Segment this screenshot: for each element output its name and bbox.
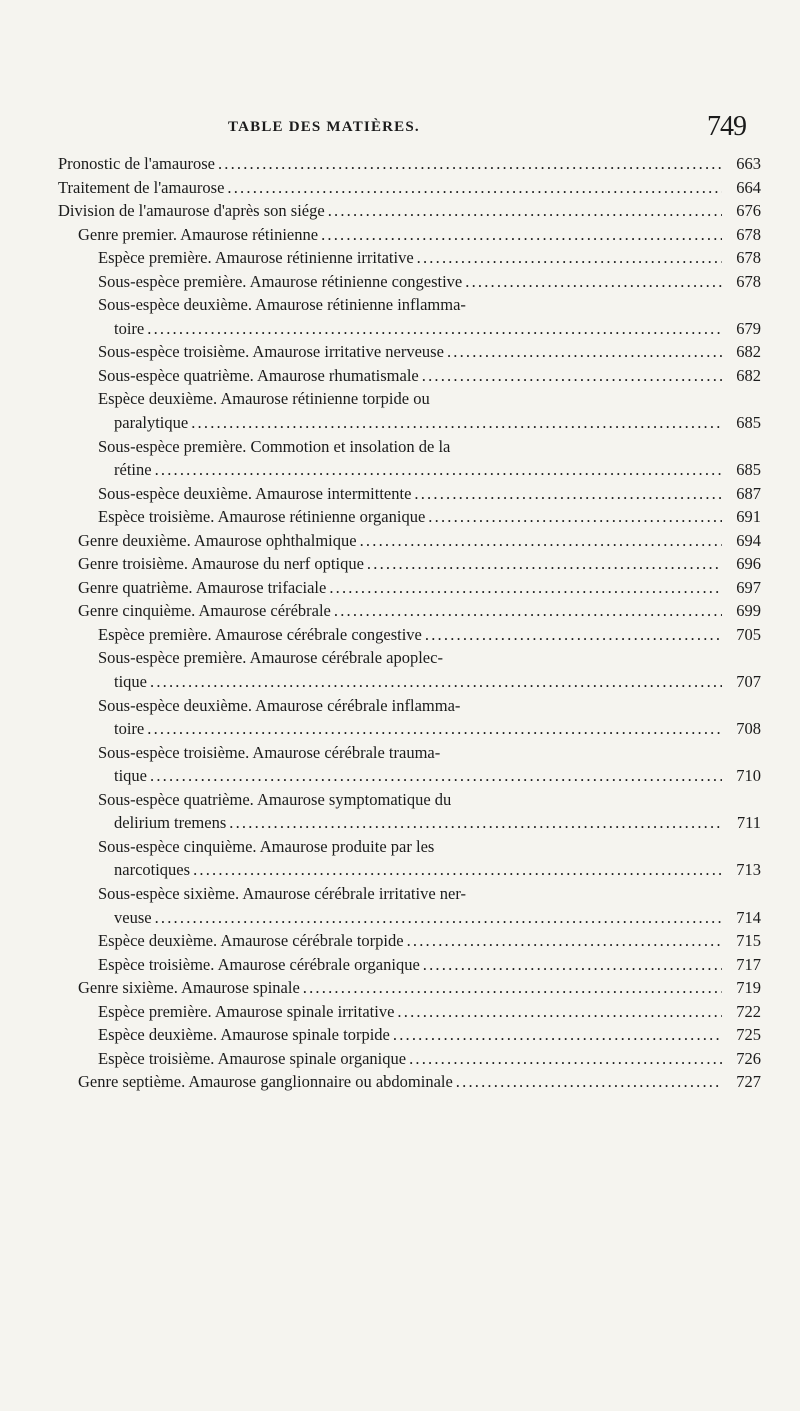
toc-entry-page: 725 [736, 1025, 761, 1045]
dot-leader [303, 976, 722, 1000]
toc-entry-page: 696 [736, 554, 761, 574]
dot-leader [407, 929, 722, 953]
toc-entry-line [98, 1023, 761, 1047]
toc-entry-text: narcotiques [114, 860, 191, 880]
toc-entry [58, 623, 761, 647]
toc-entry-text: Genre premier. Amaurose rétinienne [78, 224, 319, 244]
toc-entry-page: 679 [736, 318, 761, 338]
toc-entry-page: 705 [736, 624, 761, 644]
toc-entry [58, 1047, 761, 1071]
dot-leader [397, 1000, 722, 1024]
toc-entry-line [78, 223, 761, 247]
dot-leader [150, 670, 722, 694]
toc-entry-line [78, 552, 761, 576]
dot-leader [409, 1047, 722, 1071]
toc-entry [58, 835, 761, 882]
toc-entry-line [78, 1070, 761, 1094]
toc-entry [58, 505, 761, 529]
dot-leader [428, 505, 722, 529]
toc-entry-text: toire [114, 318, 145, 338]
toc-entry-line [78, 599, 761, 623]
toc-entry-page: 717 [736, 954, 761, 974]
toc-entry-page: 694 [736, 530, 761, 550]
toc-entry-page: 664 [736, 177, 761, 197]
toc-entry-text: Pronostic de l'amaurose [58, 154, 215, 173]
toc-entry-line [98, 717, 761, 741]
toc-entry-line [98, 364, 761, 388]
toc-entry-line [98, 270, 761, 294]
toc-entry-text: Genre sixième. Amaurose spinale [78, 978, 300, 998]
dot-leader [465, 270, 722, 294]
toc-entry-text: Sous-espèce première. Amaurose rétinienne congestive [98, 271, 463, 291]
toc-entry-text: Genre quatrième. Amaurose trifaciale [78, 577, 327, 597]
toc-entry [58, 387, 761, 434]
toc-entry-text: tique [114, 766, 147, 786]
dot-leader [329, 576, 722, 600]
toc-entry-text: toire [114, 719, 145, 739]
toc-entry [58, 953, 761, 977]
dot-leader [155, 906, 722, 930]
toc-entry-text: Espèce deuxième. Amaurose spinale torpide [98, 1025, 390, 1045]
toc-entry [58, 246, 761, 270]
toc-entry-text: Espèce troisième. Amaurose spinale organique [98, 1048, 407, 1068]
toc-entry-page: 710 [736, 766, 761, 786]
toc-entry-page: 697 [736, 577, 761, 597]
toc-entry [58, 293, 761, 340]
toc-entry-text: Sous-espèce première. Commotion et insolation de la [98, 436, 451, 456]
toc-entry-page: 713 [736, 860, 761, 880]
toc-entry-text: delirium tremens [114, 813, 227, 833]
toc-entry-page: 691 [736, 507, 761, 527]
toc-entry-line [98, 670, 761, 694]
toc-entry-line [98, 953, 761, 977]
dot-leader [328, 199, 722, 223]
toc-entry-line [98, 929, 761, 953]
toc-entry-text: Espèce première. Amaurose cérébrale congestive [98, 624, 422, 644]
toc-entry-line [78, 576, 761, 600]
toc-entry-text: Sous-espèce troisième. Amaurose cérébrale trauma- [98, 742, 441, 762]
toc-entry-text: Genre cinquième. Amaurose cérébrale [78, 601, 331, 621]
toc-entry-page: 682 [736, 342, 761, 362]
dot-leader [334, 599, 722, 623]
toc-entry-line [78, 529, 761, 553]
toc-entry-page: 711 [736, 813, 761, 833]
toc-entry-line [98, 317, 761, 341]
dot-leader [367, 552, 722, 576]
dot-leader [422, 364, 722, 388]
toc-entry-text: Genre troisième. Amaurose du nerf optique [78, 554, 364, 574]
toc-entry-line [98, 482, 761, 506]
toc-entry [58, 694, 761, 741]
toc-entry-text: Espèce deuxième. Amaurose cérébrale torpide [98, 931, 404, 951]
toc-entry-page: 676 [736, 201, 761, 221]
toc-entry-page: 707 [736, 672, 761, 692]
toc-entry-page: 715 [736, 931, 761, 951]
dot-leader [417, 246, 722, 270]
toc-entry-page: 727 [736, 1072, 761, 1092]
dot-leader [227, 176, 722, 200]
toc-entry [58, 482, 761, 506]
toc-entry [58, 929, 761, 953]
toc-entry-line [58, 176, 761, 200]
running-head-title: TABLE DES MATIÈRES. [228, 119, 420, 135]
dot-leader [414, 482, 722, 506]
table-of-contents [58, 152, 761, 1094]
toc-entry [58, 223, 761, 247]
toc-entry-page: 678 [736, 248, 761, 268]
dot-leader [229, 811, 722, 835]
toc-entry-line [98, 1047, 761, 1071]
dot-leader [423, 953, 722, 977]
toc-entry-page: 685 [736, 413, 761, 433]
toc-entry-text: Sous-espèce deuxième. Amaurose intermittente [98, 483, 412, 503]
toc-entry-line [98, 623, 761, 647]
toc-entry [58, 529, 761, 553]
toc-entry [58, 741, 761, 788]
toc-entry-text: Espèce deuxième. Amaurose rétinienne torpide ou [98, 389, 430, 409]
dot-leader [147, 717, 722, 741]
toc-entry-text: Sous-espèce quatrième. Amaurose rhumatismale [98, 365, 419, 385]
toc-entry-page: 726 [736, 1048, 761, 1068]
toc-entry-line [58, 152, 761, 176]
toc-entry-page: 714 [736, 907, 761, 927]
toc-entry [58, 435, 761, 482]
toc-entry-text: Espèce troisième. Amaurose rétinienne organique [98, 507, 426, 527]
toc-entry-line [58, 199, 761, 223]
toc-entry-text: Genre deuxième. Amaurose ophthalmique [78, 530, 357, 550]
toc-entry-text: Sous-espèce deuxième. Amaurose cérébrale inflamma- [98, 695, 461, 715]
dot-leader [218, 152, 722, 176]
toc-entry [58, 364, 761, 388]
dot-leader [155, 458, 722, 482]
toc-entry-page: 708 [736, 719, 761, 739]
toc-entry [58, 599, 761, 623]
toc-entry [58, 1070, 761, 1094]
toc-entry-line [98, 1000, 761, 1024]
toc-entry-line [98, 811, 761, 835]
toc-entry-text: Espèce première. Amaurose spinale irritative [98, 1001, 395, 1021]
toc-entry [58, 1023, 761, 1047]
toc-entry-text: Traitement de l'amaurose [58, 177, 225, 197]
dot-leader [456, 1070, 722, 1094]
toc-entry [58, 1000, 761, 1024]
toc-entry-page: 722 [736, 1001, 761, 1021]
toc-entry-text: Espèce troisième. Amaurose cérébrale organique [98, 954, 420, 974]
toc-entry-line [98, 411, 761, 435]
toc-entry-page: 719 [736, 978, 761, 998]
toc-entry-text: Sous-espèce première. Amaurose cérébrale apoplec- [98, 648, 443, 668]
running-head [0, 113, 800, 143]
toc-entry-text: Genre septième. Amaurose ganglionnaire ou abdominale [78, 1072, 453, 1092]
toc-entry-text: Espèce première. Amaurose rétinienne irritative [98, 248, 414, 268]
toc-entry-page: 687 [736, 483, 761, 503]
toc-entry-page: 682 [736, 365, 761, 385]
dot-leader [150, 764, 722, 788]
toc-entry-text: veuse [114, 907, 152, 927]
toc-entry-text: Division de l'amaurose d'après son siége [58, 201, 325, 221]
toc-entry-line [98, 505, 761, 529]
toc-entry-text: tique [114, 672, 147, 692]
toc-entry-page: 678 [736, 271, 761, 291]
toc-entry-page: 685 [736, 460, 761, 480]
toc-entry-line [98, 246, 761, 270]
toc-entry [58, 199, 761, 223]
toc-entry [58, 340, 761, 364]
dot-leader [191, 411, 722, 435]
toc-entry-line [78, 976, 761, 1000]
dot-leader [321, 223, 722, 247]
toc-entry-text: Sous-espèce troisième. Amaurose irritative nerveuse [98, 342, 444, 362]
toc-entry-line [98, 458, 761, 482]
dot-leader [447, 340, 722, 364]
toc-entry-line [98, 340, 761, 364]
toc-entry-page: 699 [736, 601, 761, 621]
toc-entry [58, 976, 761, 1000]
toc-entry [58, 176, 761, 200]
toc-entry-line [98, 764, 761, 788]
toc-entry [58, 646, 761, 693]
toc-entry-page: 663 [736, 154, 761, 173]
toc-entry-line [98, 906, 761, 930]
toc-entry-text: Sous-espèce quatrième. Amaurose symptomatique du [98, 789, 452, 809]
toc-entry-line [98, 858, 761, 882]
toc-entry-text: Sous-espèce deuxième. Amaurose rétinienne inflamma- [98, 295, 466, 315]
dot-leader [360, 529, 722, 553]
toc-entry-page: 678 [736, 224, 761, 244]
toc-entry [58, 788, 761, 835]
page-number: 749 [707, 111, 746, 142]
dot-leader [193, 858, 722, 882]
toc-entry-text: paralytique [114, 413, 189, 433]
toc-entry-text: Sous-espèce cinquième. Amaurose produite par les [98, 836, 435, 856]
dot-leader [425, 623, 722, 647]
toc-entry [58, 882, 761, 929]
toc-entry [58, 270, 761, 294]
toc-entry-text: Sous-espèce sixième. Amaurose cérébrale irritative ner- [98, 883, 467, 903]
toc-entry-text: rétine [114, 460, 152, 480]
dot-leader [393, 1023, 722, 1047]
toc-entry [58, 552, 761, 576]
toc-entry [58, 576, 761, 600]
dot-leader [147, 317, 722, 341]
toc-entry [58, 152, 761, 176]
